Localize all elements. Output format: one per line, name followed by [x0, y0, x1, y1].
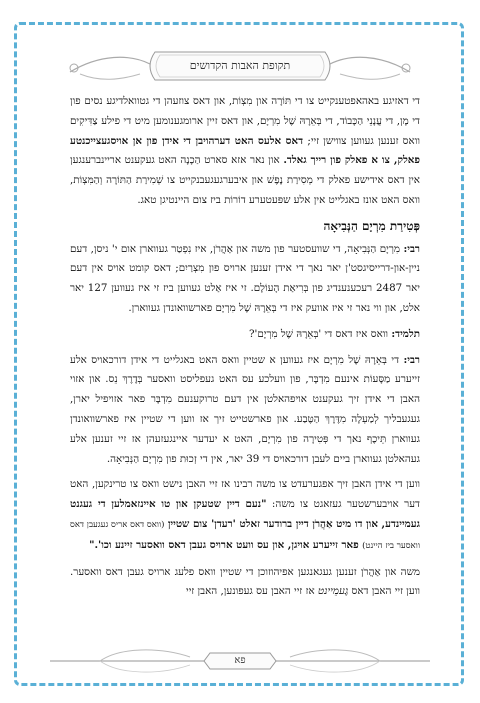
paragraph-4-text: די בְּאֵרָהּ שֶׁל מִרְיָם איז געווען א שטיין וואס האט באגלייט די אידן דורכאויס אלע זייערע מַסָּעוֹת אינעם מִדְבָּר, פון וועלכע עס האט געפליסט וואסער בְּדֶרֶךְ נֵס. און אזוי האבן די אידן זיך געקענט אויפהאלטן אין דעם טרוקענעם מִדְבָּר פאר אזויפיל יארן, געגעבליך לְמַעְלָה מִדֶּרֶךְ הַטֶּבַע. און פארשטייט זיך אז ווען די שטיין איז פארשוואונדן געווארן תֵּיכֶף נאך די פְּטִירָה פון מִרְיָם, האט א יעדער איינגעזעהן אז זיי זענען אלע געהאלטן געווארן ביים לעבן דורכאויס די 39 יאר, אין די זְכוּת פון מִרְיָם הַנְּבִיאָה.: [70, 353, 420, 465]
paragraph-5: [70, 475, 420, 556]
speaker-label-rebbe-2: רבי:: [403, 353, 420, 366]
paragraph-2: [70, 240, 420, 319]
paragraph-5-parenthetical: (וואס דאס אריס געגעבן דאס וואסער ביז היינט): [70, 519, 420, 551]
page-number: פא: [234, 655, 246, 666]
paragraph-3: [70, 325, 420, 345]
paragraph-6-italic: גֶעמֵיינט: [317, 585, 349, 598]
paragraph-6-text: משה און אַהֲרֹן זענען געגאנגען אפיהוזוכן די שטיין וואס פלעג ארויס געבן דאס וואסער. ווען זיי האבן דאס: [70, 565, 420, 598]
paragraph-2-text: מִרְיָם הַנְּבִיאָה, די שוועסטער פון משה און אַהֲרֹן, איז נִפְטַר געווארן אום י' ניסן, דעם ניין-און-דרייסיגסט'ן יאר נאך די אידן זענען ארויס פון מִצְרַיִם; דאס קומט אויס אין דעם יאר 2487 רעכענענדיג פון בְּרִיאַת הָעוֹלָם. זי איז אַלט געווען ביז זי איז געווען 127 יאר אלט, און ווי נאר זי איז אוועק איז די בְּאֵרָהּ שֶׁל מִרְיָם פארשוואונדן געווארן.: [70, 242, 420, 314]
paragraph-3-text: וואס איז דאס די 'בְּאֵרָהּ שֶׁל מִרְיָם'?: [249, 327, 389, 340]
section-heading: פְּטִירַת מִרְיָם הַנְּבִיאָה: [323, 218, 420, 233]
paragraph-1-text: די דאזיגע באהאפטענקייט צו די תּוֹרָה און מִצְוֹת, און דאס צוזעהן די גטוואלדיגע נסים פון די מָן, די עֲנָנֵי הַכָּבוֹד, די בְּאֵרָהּ שֶׁל מִרְיָם, און דאס זיין ארומגענומען מיט די פילע צַדִּיקִים וואס זענען געווען צווישן זיי;: [70, 95, 420, 147]
paragraph-4: [70, 351, 420, 470]
paragraph-1: [70, 92, 420, 211]
paragraph-6-rest: אז זיי האבן עס געפונען, האבן זיי: [186, 585, 315, 598]
paragraph-1-rest: און נאר אזא סארט הַכָנָה האט געקענט אריינברענגען אין דאס אידישע פאלק די מְסִירַת נֶפֶשׁ און איבערגעגעבנקייט צו שְׁמִירַת הַתּוֹרָה וְהַמִּצְוֹת, וואס האט אונז באגלייט אין אלע שפּעטערע דוֹרוֹת ביז צום היינטיגן טאג.: [70, 154, 420, 206]
page-body: [70, 92, 420, 632]
paragraph-1-bold: דאס אלעס האט דערהויבן די אידן פון אן אויסגעצייכנטע פאלק, צו א פאלק פון רייך גאלד.: [70, 134, 420, 167]
paragraph-5-quote: "נעם דיין שטעקן און טו איינזאמלען די געגנט געמיינדע, און דו מיט אַהֲרֹן דיין ברודער זאלט 'רעדן' צום שטיין: [70, 498, 420, 530]
paragraph-6: [70, 563, 420, 603]
speaker-label-rebbe: רבי:: [403, 242, 420, 255]
speaker-label-student: תלמיד:: [391, 327, 420, 340]
running-header-title: תקופת האבות הקדושים: [189, 59, 291, 72]
paragraph-5-text: ווען די אידן האבן זיך אפגערעדט צו משה רבינו אז זיי האבן נישט וואס צו טרינקען, האט דער אויבערשטער געזאגט צו משה:: [70, 478, 420, 511]
paragraph-5-quote-end: פאר זייערע אויגן, און עס וועט ארויס געבן דאס וואסער זיינע וכו'.": [89, 538, 359, 551]
